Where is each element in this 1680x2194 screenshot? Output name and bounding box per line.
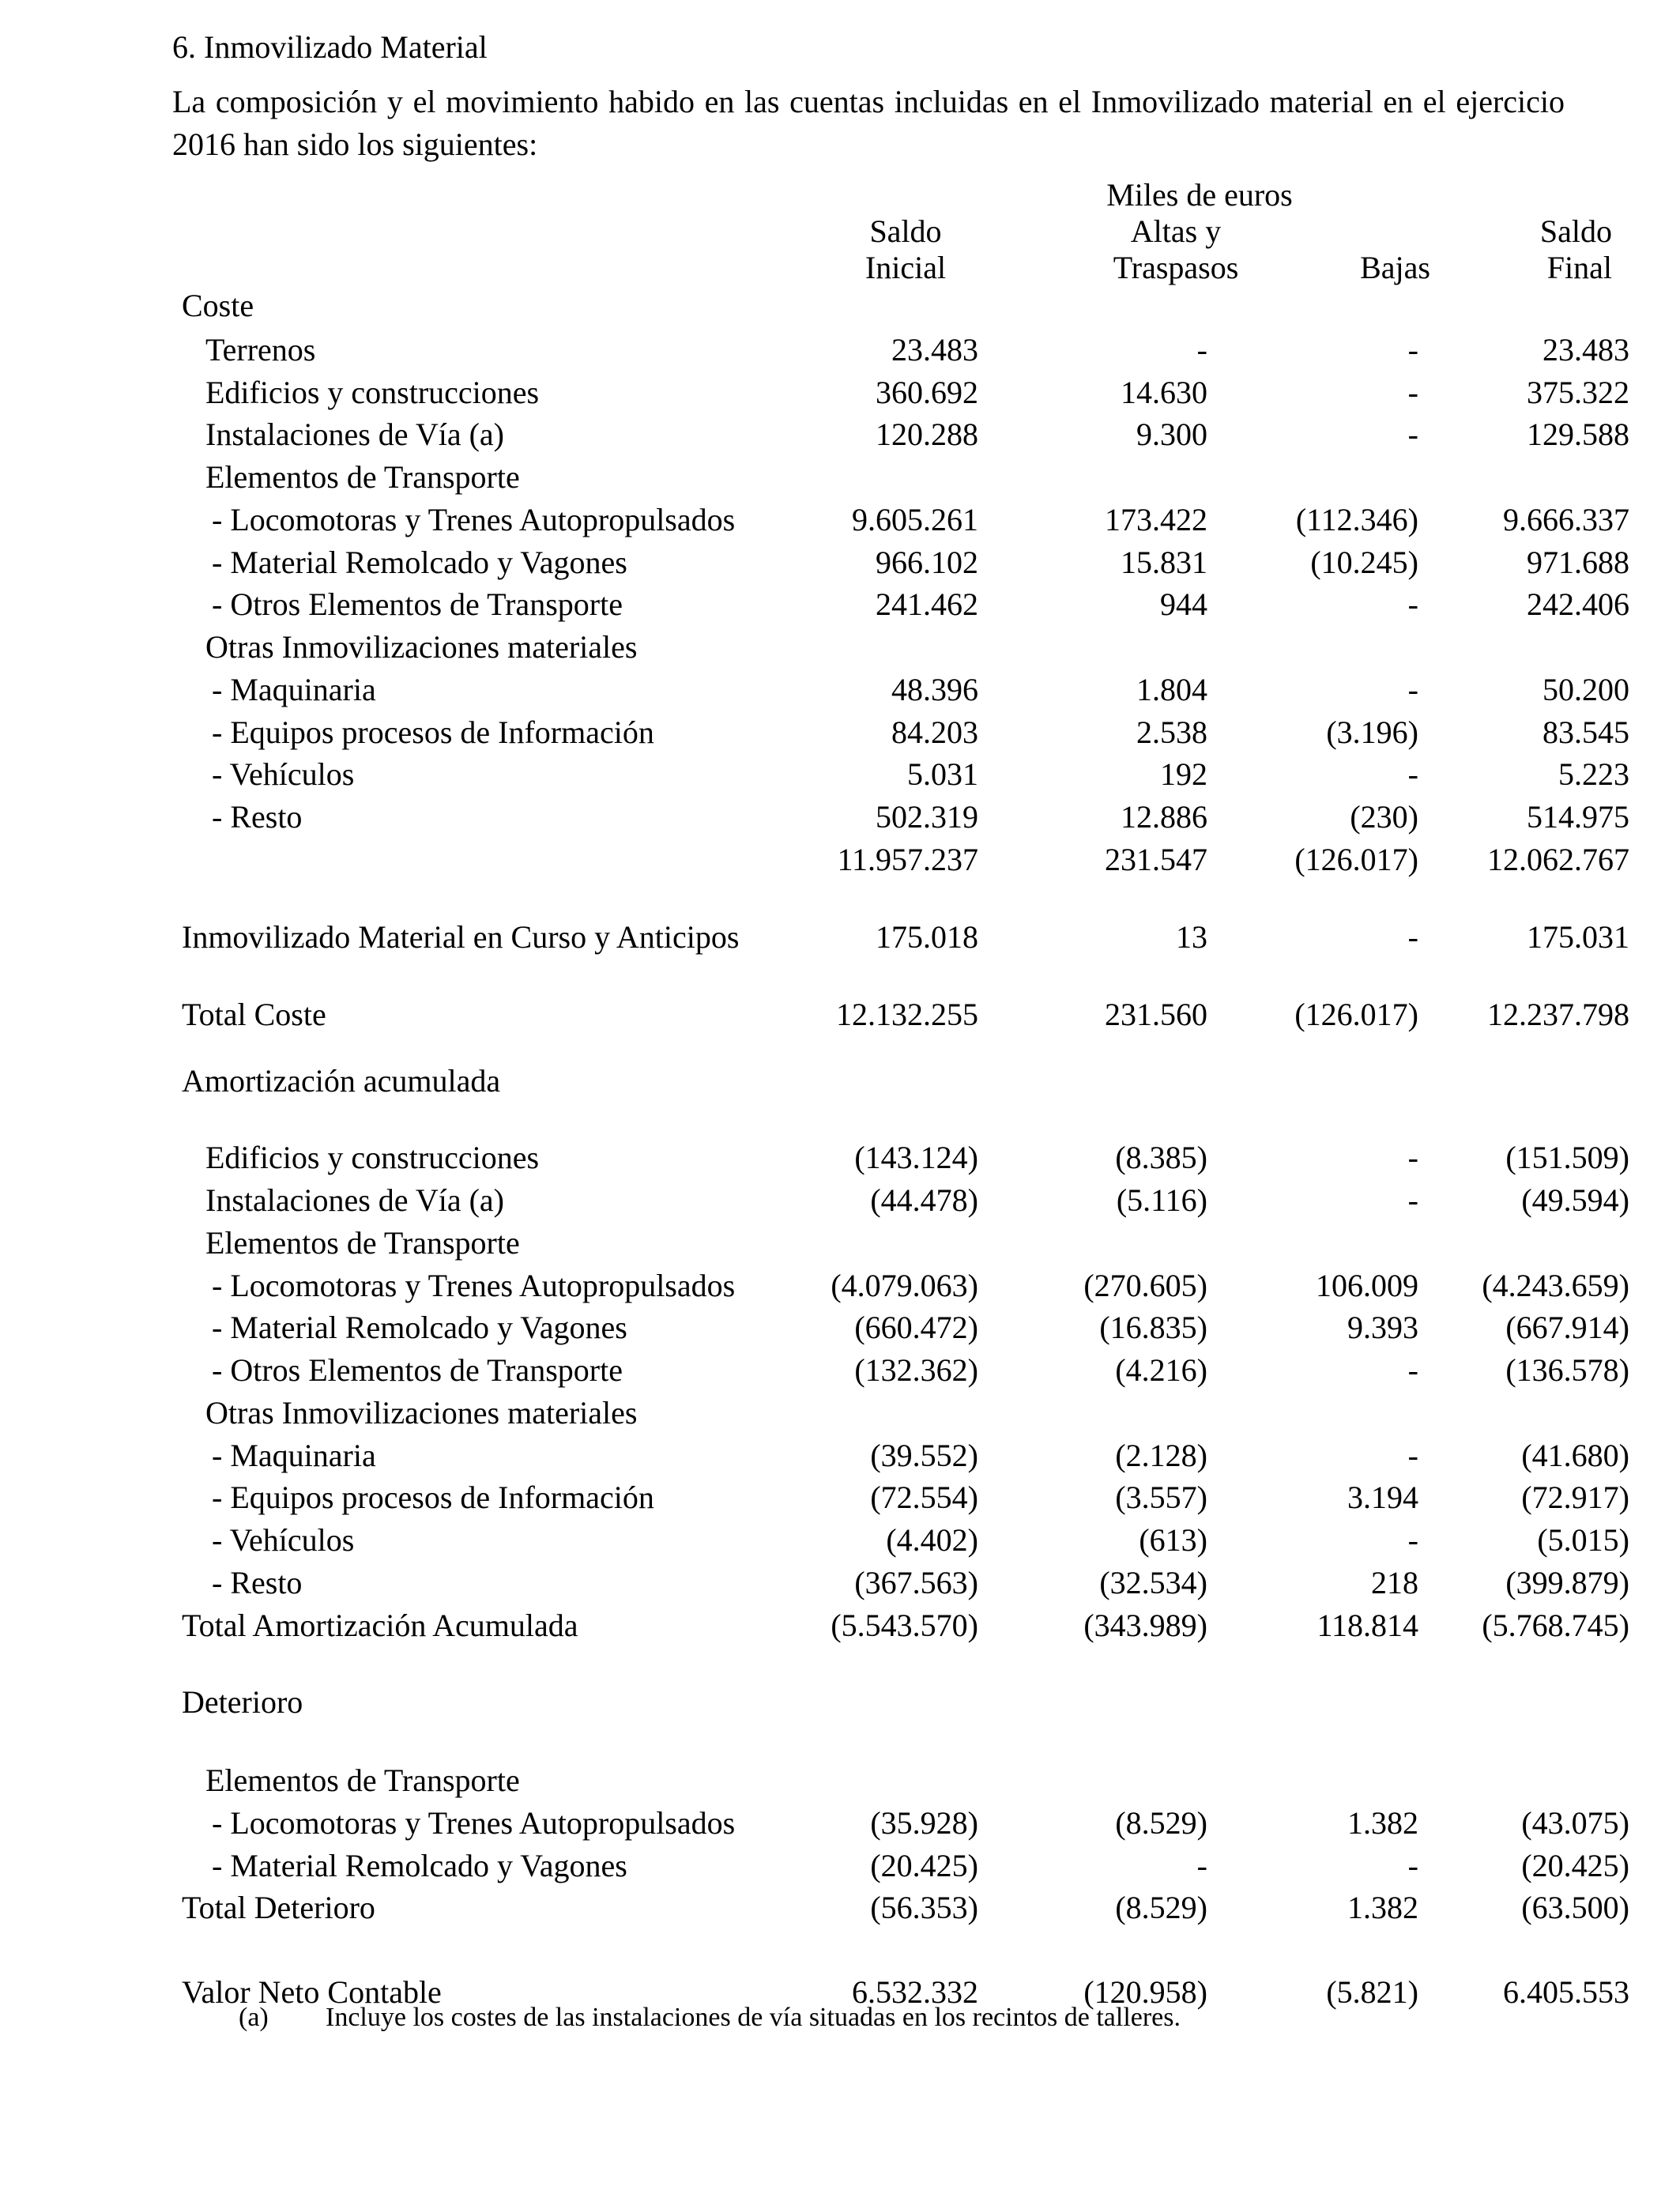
row-label-locomotoras-y-trenes-autopropulsados: - Locomotoras y Trenes Autopropulsados [212,502,736,537]
cell-terrenos-col1: 23.483 [891,332,978,368]
cell-locomotoras-y-trenes-autopropulsados-col2: (270.605) [1083,1268,1207,1303]
cell-locomotoras-y-trenes-autopropulsados-col4: 9.666.337 [1503,502,1629,537]
cell-material-remolcado-y-vagones-col4: (667.914) [1505,1310,1629,1345]
cell-edificios-y-construcciones-col2: (8.385) [1115,1140,1207,1175]
cell-resto-col1: 502.319 [876,799,978,835]
cell-maquinaria-col1: 48.396 [891,672,978,707]
cell-valor-neto-contable-col4: 6.405.553 [1503,1974,1629,2010]
cell-equipos-procesos-de-informacion-col2: (3.557) [1115,1480,1207,1515]
cell-vehiculos-col4: (5.015) [1537,1522,1629,1558]
cell-material-remolcado-y-vagones-col4: 971.688 [1527,545,1629,580]
cell-maquinaria-col2: (2.128) [1115,1438,1207,1473]
cell-vehiculos-col3: - [1407,756,1418,792]
cell-total-deterioro-col4: (63.500) [1521,1890,1629,1925]
cell-total-deterioro-col2: (8.529) [1115,1890,1207,1925]
row-label-vehiculos: - Vehículos [212,756,355,792]
row-label-equipos-procesos-de-informacion: - Equipos procesos de Información [212,1480,654,1515]
cell-otros-elementos-de-transporte-col4: (136.578) [1505,1352,1629,1388]
cell-total-amortizacion-acumulada-col2: (343.989) [1083,1608,1207,1643]
row-label-elementos-de-transporte: Elementos de Transporte [205,1225,520,1261]
unit-header: Miles de euros [1106,177,1293,213]
cell-inmovilizado-material-en-curso-y-anticipos-col4: 175.031 [1527,919,1629,955]
cell-valor-neto-contable-col1: 6.532.332 [852,1974,978,2010]
cell-locomotoras-y-trenes-autopropulsados-col1: (4.079.063) [831,1268,978,1303]
cell-equipos-procesos-de-informacion-col3: (3.196) [1326,714,1418,750]
row-label-inmovilizado-material-en-curso-y-anticipos: Inmovilizado Material en Curso y Anticipos [182,919,740,955]
cell-maquinaria-col3: - [1407,672,1418,707]
cell-otros-elementos-de-transporte-col2: (4.216) [1115,1352,1207,1388]
cell-resto-col2: 12.886 [1121,799,1207,835]
row-label-locomotoras-y-trenes-autopropulsados: - Locomotoras y Trenes Autopropulsados [212,1805,736,1841]
cell-otros-elementos-de-transporte-col3: - [1407,1352,1418,1388]
cell-inmovilizado-material-en-curso-y-anticipos-col3: - [1407,919,1418,955]
row-label-terrenos: Terrenos [205,332,316,368]
cell-otros-elementos-de-transporte-col1: (132.362) [854,1352,978,1388]
row-label-resto: - Resto [212,799,303,835]
section-title: 6. Inmovilizado Material [172,29,488,65]
cell-subtotal-col1: 11.957.237 [837,842,978,877]
cell-edificios-y-construcciones-col3: - [1407,1140,1418,1175]
cell-material-remolcado-y-vagones-col1: 966.102 [876,545,978,580]
cell-material-remolcado-y-vagones-col2: 15.831 [1121,545,1207,580]
cell-total-amortizacion-acumulada-col1: (5.543.570) [831,1608,978,1643]
cell-equipos-procesos-de-informacion-col2: 2.538 [1136,714,1207,750]
row-label-amortizacion-acumulada: Amortización acumulada [182,1063,501,1099]
cell-material-remolcado-y-vagones-col1: (660.472) [854,1310,978,1345]
row-label-material-remolcado-y-vagones: - Material Remolcado y Vagones [212,1310,627,1345]
cell-resto-col2: (32.534) [1099,1565,1207,1600]
row-label-valor-neto-contable: Valor Neto Contable [182,1974,442,2010]
cell-subtotal-col4: 12.062.767 [1487,842,1629,877]
cell-edificios-y-construcciones-col1: 360.692 [876,375,978,410]
cell-instalaciones-de-via-a-col1: (44.478) [870,1182,978,1218]
col-saldo-final-line2: Final [1546,250,1612,285]
cell-maquinaria-col4: 50.200 [1543,672,1629,707]
cell-otros-elementos-de-transporte-col3: - [1407,586,1418,622]
cell-otros-elementos-de-transporte-col2: 944 [1160,586,1207,622]
row-label-elementos-de-transporte: Elementos de Transporte [205,459,520,495]
cell-total-coste-col1: 12.132.255 [836,997,978,1032]
cell-resto-col1: (367.563) [854,1565,978,1600]
cell-material-remolcado-y-vagones-col3: 9.393 [1347,1310,1418,1345]
cell-edificios-y-construcciones-col4: (151.509) [1505,1140,1629,1175]
row-label-deterioro: Deterioro [182,1684,303,1720]
cell-locomotoras-y-trenes-autopropulsados-col1: (35.928) [870,1805,978,1841]
cell-terrenos-col4: 23.483 [1543,332,1629,368]
cell-locomotoras-y-trenes-autopropulsados-col1: 9.605.261 [852,502,978,537]
cell-maquinaria-col1: (39.552) [870,1438,978,1473]
row-label-edificios-y-construcciones: Edificios y construcciones [205,375,540,410]
cell-equipos-procesos-de-informacion-col1: 84.203 [891,714,978,750]
cell-locomotoras-y-trenes-autopropulsados-col3: 106.009 [1316,1268,1418,1303]
footnote-mark: (a) [239,2003,269,2032]
row-label-resto: - Resto [212,1565,303,1600]
cell-equipos-procesos-de-informacion-col1: (72.554) [870,1480,978,1515]
cell-total-deterioro-col3: 1.382 [1347,1890,1418,1925]
row-label-material-remolcado-y-vagones: - Material Remolcado y Vagones [212,545,627,580]
row-label-total-coste: Total Coste [182,997,326,1032]
footnote-text: Incluye los costes de las instalaciones de vía situadas en los recintos de talleres. [326,2003,1181,2032]
cell-material-remolcado-y-vagones-col3: - [1407,1848,1418,1883]
cell-inmovilizado-material-en-curso-y-anticipos-col1: 175.018 [876,919,978,955]
cell-subtotal-col2: 231.547 [1105,842,1207,877]
cell-equipos-procesos-de-informacion-col3: 3.194 [1347,1480,1418,1515]
cell-total-coste-col2: 231.560 [1105,997,1207,1032]
col-saldo-inicial-line2: Inicial [864,250,947,285]
cell-total-coste-col3: (126.017) [1294,997,1418,1032]
cell-locomotoras-y-trenes-autopropulsados-col4: (4.243.659) [1482,1268,1629,1303]
cell-instalaciones-de-via-a-col4: 129.588 [1527,417,1629,452]
row-label-total-deterioro: Total Deterioro [182,1890,375,1925]
row-label-instalaciones-de-via-a: Instalaciones de Vía (a) [205,417,504,452]
row-label-material-remolcado-y-vagones: - Material Remolcado y Vagones [212,1848,627,1883]
col-altas-line1: Altas y [1130,213,1222,249]
cell-edificios-y-construcciones-col1: (143.124) [854,1140,978,1175]
row-label-edificios-y-construcciones: Edificios y construcciones [205,1140,540,1175]
cell-edificios-y-construcciones-col2: 14.630 [1121,375,1207,410]
cell-instalaciones-de-via-a-col2: 9.300 [1136,417,1207,452]
cell-locomotoras-y-trenes-autopropulsados-col3: 1.382 [1347,1805,1418,1841]
row-label-equipos-procesos-de-informacion: - Equipos procesos de Información [212,714,654,750]
row-label-total-amortizacion-acumulada: Total Amortización Acumulada [182,1608,578,1643]
cell-vehiculos-col1: (4.402) [886,1522,978,1558]
row-label-maquinaria: - Maquinaria [212,672,376,707]
cell-otros-elementos-de-transporte-col4: 242.406 [1527,586,1629,622]
row-label-instalaciones-de-via-a: Instalaciones de Vía (a) [205,1182,504,1218]
cell-resto-col3: 218 [1371,1565,1418,1600]
cell-maquinaria-col3: - [1407,1438,1418,1473]
cell-instalaciones-de-via-a-col3: - [1407,417,1418,452]
intro-paragraph: La composición y el movimiento habido en las cuentas incluidas en el Inmovilizado material en el ejercicio 2016 han sido los siguientes: [172,84,1565,162]
col-bajas: Bajas [1360,250,1430,285]
cell-locomotoras-y-trenes-autopropulsados-col2: 173.422 [1105,502,1207,537]
cell-maquinaria-col4: (41.680) [1521,1438,1629,1473]
row-label-elementos-de-transporte: Elementos de Transporte [205,1762,520,1798]
col-altas-line2: Traspasos [1113,250,1239,285]
cell-vehiculos-col4: 5.223 [1558,756,1629,792]
cell-locomotoras-y-trenes-autopropulsados-col2: (8.529) [1115,1805,1207,1841]
cell-material-remolcado-y-vagones-col4: (20.425) [1521,1848,1629,1883]
cell-inmovilizado-material-en-curso-y-anticipos-col2: 13 [1176,919,1207,955]
cell-resto-col3: (230) [1350,799,1418,835]
cell-locomotoras-y-trenes-autopropulsados-col3: (112.346) [1295,502,1418,537]
cell-instalaciones-de-via-a-col4: (49.594) [1521,1182,1629,1218]
cell-equipos-procesos-de-informacion-col4: (72.917) [1521,1480,1629,1515]
cell-terrenos-col2: - [1196,332,1207,368]
cell-instalaciones-de-via-a-col1: 120.288 [876,417,978,452]
cell-locomotoras-y-trenes-autopropulsados-col4: (43.075) [1521,1805,1629,1841]
cell-vehiculos-col3: - [1407,1522,1418,1558]
cell-resto-col4: (399.879) [1505,1565,1629,1600]
cell-total-amortizacion-acumulada-col3: 118.814 [1317,1608,1418,1643]
cell-valor-neto-contable-col3: (5.821) [1326,1974,1418,2010]
cell-material-remolcado-y-vagones-col1: (20.425) [870,1848,978,1883]
cell-vehiculos-col1: 5.031 [907,756,978,792]
cell-total-deterioro-col1: (56.353) [870,1890,978,1925]
cell-equipos-procesos-de-informacion-col4: 83.545 [1543,714,1629,750]
cell-material-remolcado-y-vagones-col3: (10.245) [1310,545,1418,580]
cell-maquinaria-col2: 1.804 [1136,672,1207,707]
row-label-vehiculos: - Vehículos [212,1522,355,1558]
cell-total-coste-col4: 12.237.798 [1487,997,1629,1032]
cell-resto-col4: 514.975 [1527,799,1629,835]
cell-vehiculos-col2: 192 [1160,756,1207,792]
cell-subtotal-col3: (126.017) [1294,842,1418,877]
cell-edificios-y-construcciones-col3: - [1407,375,1418,410]
cell-material-remolcado-y-vagones-col2: - [1196,1848,1207,1883]
cell-valor-neto-contable-col2: (120.958) [1083,1974,1207,2010]
cell-total-amortizacion-acumulada-col4: (5.768.745) [1482,1608,1629,1643]
cell-instalaciones-de-via-a-col2: (5.116) [1116,1182,1207,1218]
cell-edificios-y-construcciones-col4: 375.322 [1527,375,1629,410]
cell-instalaciones-de-via-a-col3: - [1407,1182,1418,1218]
cell-terrenos-col3: - [1407,332,1418,368]
row-label-maquinaria: - Maquinaria [212,1438,376,1473]
row-label-otros-elementos-de-transporte: - Otros Elementos de Transporte [212,1352,623,1388]
cell-otros-elementos-de-transporte-col1: 241.462 [876,586,978,622]
cell-vehiculos-col2: (613) [1139,1522,1207,1558]
row-label-locomotoras-y-trenes-autopropulsados: - Locomotoras y Trenes Autopropulsados [212,1268,736,1303]
row-label-coste: Coste [182,288,254,323]
row-label-otras-inmovilizaciones-materiales: Otras Inmovilizaciones materiales [205,629,638,665]
col-saldo-final-line1: Saldo [1539,213,1612,249]
cell-material-remolcado-y-vagones-col2: (16.835) [1099,1310,1207,1345]
row-label-otros-elementos-de-transporte: - Otros Elementos de Transporte [212,586,623,622]
col-saldo-inicial-line1: Saldo [869,213,942,249]
row-label-otras-inmovilizaciones-materiales: Otras Inmovilizaciones materiales [205,1395,638,1431]
